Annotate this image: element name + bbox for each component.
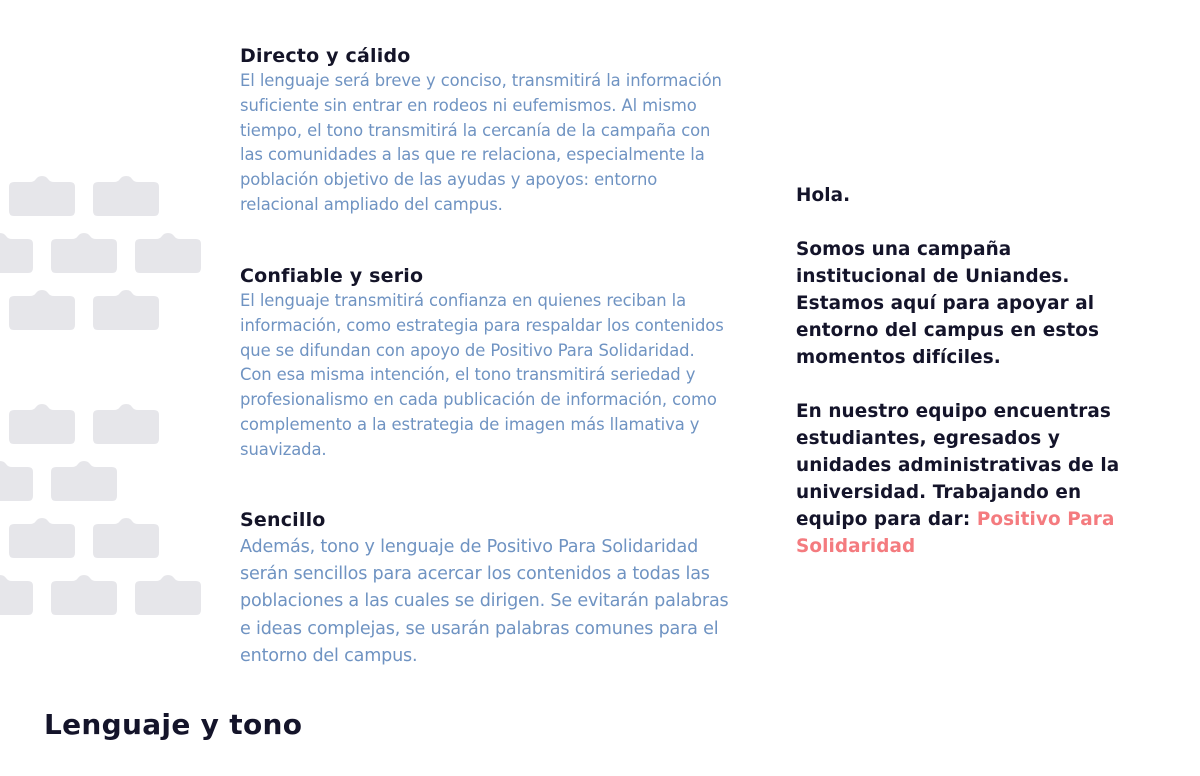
- section-heading: Directo y cálido: [240, 45, 411, 67]
- decorative-shape: [50, 233, 118, 273]
- decorative-shape: [0, 575, 34, 615]
- intro-paragraph-2-text: En nuestro equipo encuentras estudiantes, egresados y unidades administrativas de la universidad. Trabajando en equipo para dar:: [796, 401, 1120, 530]
- intro-paragraph-1: Somos una campaña institucional de Uniandes. Estamos aquí para apoyar al entorno del campus en estos momentos difíciles.: [796, 239, 1100, 368]
- decorative-shape: [92, 518, 160, 558]
- decorative-shape: [0, 461, 34, 501]
- decorative-shape: [8, 176, 76, 216]
- intro-message: [796, 182, 1136, 587]
- page-title: Lenguaje y tono: [44, 708, 303, 741]
- decorative-shape: [92, 404, 160, 444]
- decorative-shape: [50, 575, 118, 615]
- intro-greeting: Hola.: [796, 185, 851, 206]
- section-heading: Confiable y serio: [240, 265, 424, 287]
- decorative-shape: [134, 575, 202, 615]
- section-heading: Sencillo: [240, 509, 326, 531]
- intro-paragraph-2: [796, 398, 1136, 560]
- decorative-shape: [8, 518, 76, 558]
- decorative-shape: [92, 176, 160, 216]
- section-body: El lenguaje transmitirá confianza en quienes reciban la información, como estrategia para respaldar los contenidos que se difundan con apoyo de Positivo Para Solidaridad. Con esa misma intención, el tono transmitirá seriedad y profesionalismo en cada publicación de información, como complemento a la estrategia de imagen más llamativa y suavizada.: [240, 291, 724, 459]
- decorative-shape: [50, 461, 118, 501]
- section-sencillo: [240, 508, 730, 670]
- section-confiable-serio: [240, 264, 730, 463]
- section-body: El lenguaje será breve y conciso, transmitirá la información suficiente sin entrar en rodeos ni eufemismos. Al mismo tiempo, el tono transmitirá la cercanía de la campaña con las comunidades a las que re relaciona, especialmente la población objetivo de las ayudas y apoyos: entorno relacional ampliado del campus.: [240, 71, 722, 214]
- decorative-shape: [8, 290, 76, 330]
- section-directo-calido: [240, 44, 730, 218]
- section-body: Además, tono y lenguaje de Positivo Para Solidaridad serán sencillos para acercar los contenidos a todas las poblaciones a las cuales se dirigen. Se evitarán palabras e ideas complejas, se usarán palabras comunes para el entorno del campus.: [240, 537, 729, 666]
- decorative-shape: [92, 290, 160, 330]
- decorative-shape: [134, 233, 202, 273]
- decorative-shape: [8, 404, 76, 444]
- brand-highlight: Positivo Para Solidaridad: [796, 509, 1115, 557]
- decorative-shape: [0, 233, 34, 273]
